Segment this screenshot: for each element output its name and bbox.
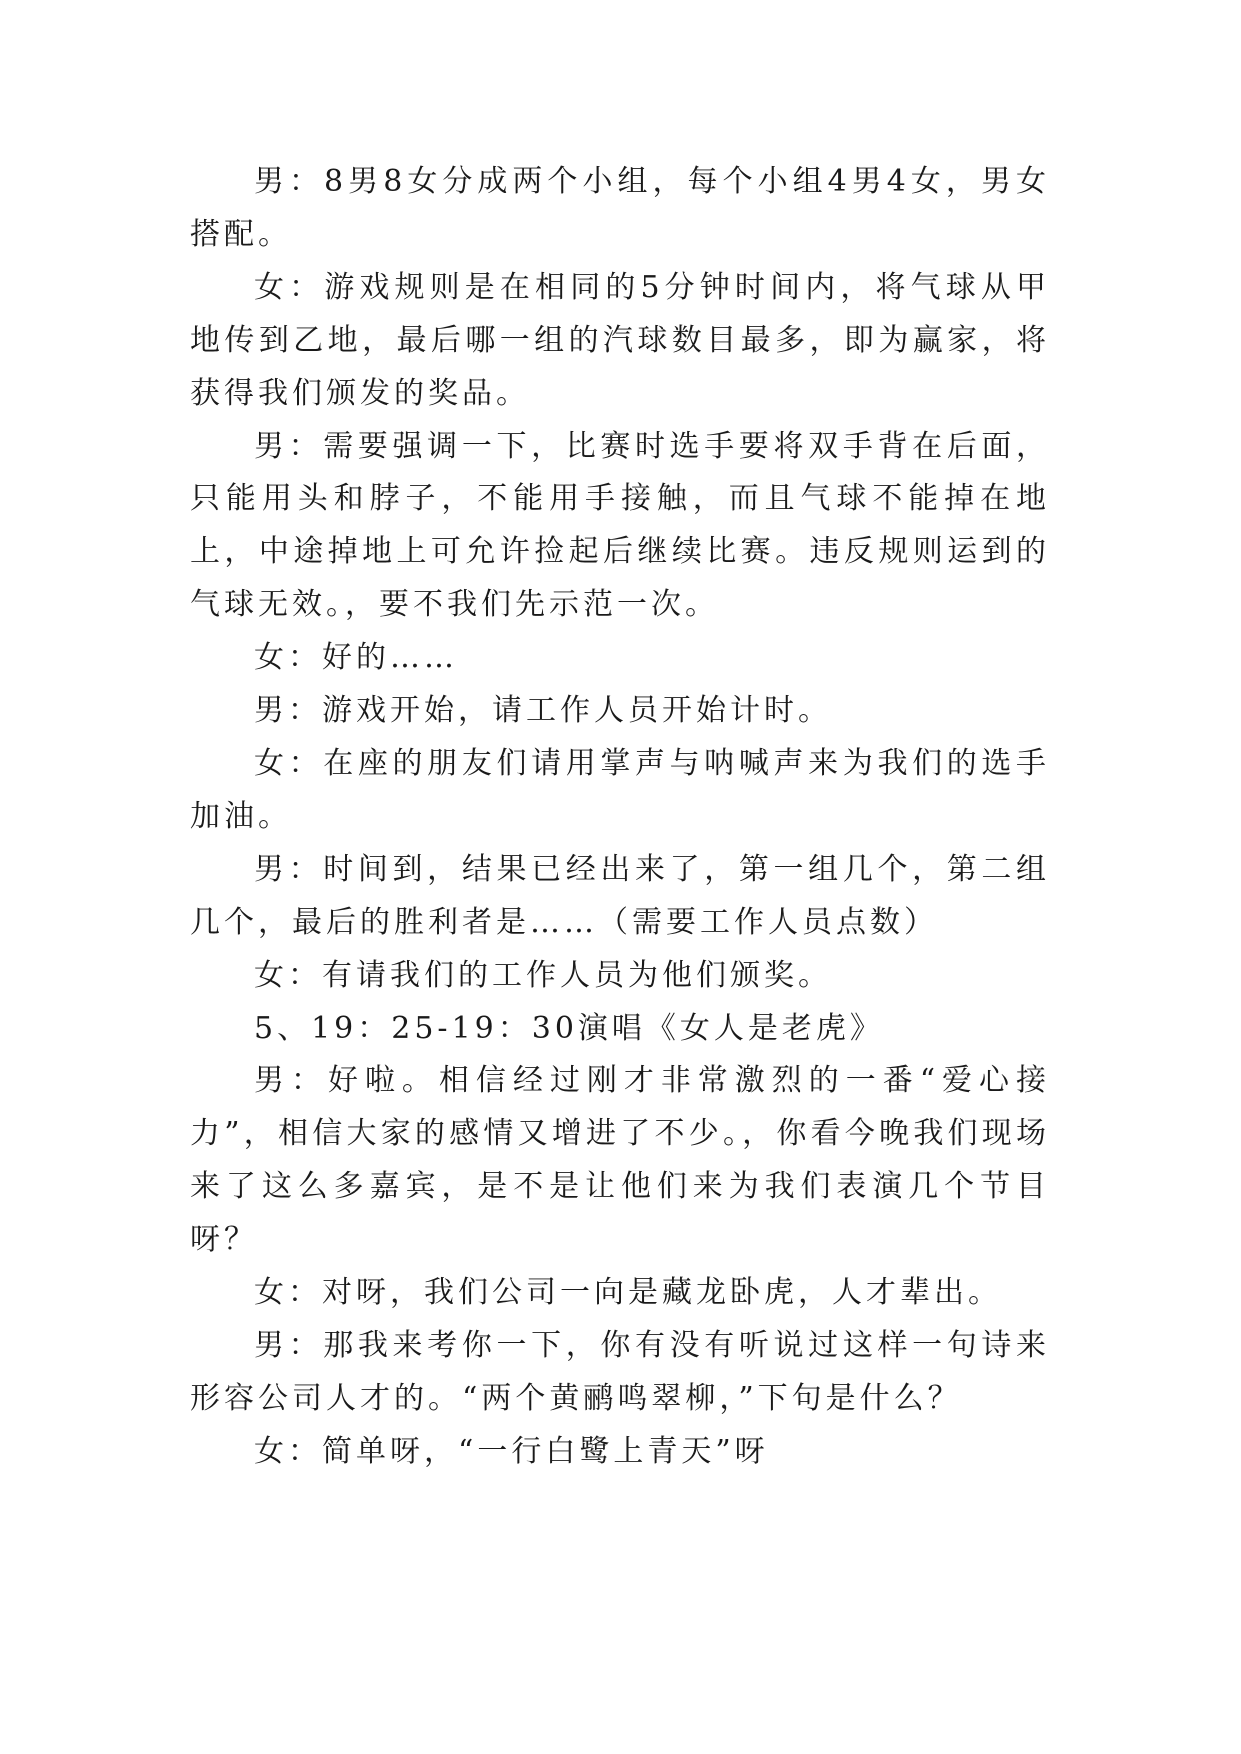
dialogue-paragraph: 女：游戏规则是在相同的5分钟时间内，将气球从甲地传到乙地，最后哪一组的汽球数目最多，即为赢家，将获得我们颁发的奖品。 — [190, 269, 1050, 411]
dialogue-paragraph: 男：8男8女分成两个小组，每个小组4男4女，男女搭配。 — [190, 164, 1050, 252]
dialogue-paragraph: 女：有请我们的工作人员为他们颁奖。 — [254, 957, 832, 993]
document-body — [190, 156, 1050, 1479]
dialogue-paragraph: 女：好的…… — [254, 640, 458, 676]
section-heading: 5、19：25-19：30演唱《女人是老虎》 — [254, 1010, 884, 1046]
dialogue-paragraph: 男：好啦。相信经过刚才非常激烈的一番“爱心接力”，相信大家的感情又增进了不少。，你看今晚我们现场来了这么多嘉宾，是不是让他们来为我们表演几个节目呀？ — [190, 1063, 1050, 1258]
dialogue-paragraph: 男：那我来考你一下，你有没有听说过这样一句诗来形容公司人才的。“两个黄鹂鸣翠柳，”下句是什么？ — [190, 1327, 1050, 1416]
dialogue-paragraph: 女：在座的朋友们请用掌声与呐喊声来为我们的选手加油。 — [190, 745, 1050, 834]
dialogue-paragraph: 男：需要强调一下，比赛时选手要将双手背在后面，只能用头和脖子，不能用手接触，而且气球不能掉在地上，中途掉地上可允许捡起后继续比赛。违反规则运到的气球无效。，要不我们先示范一次。 — [190, 428, 1050, 623]
dialogue-paragraph: 女：简单呀，“一行白鹭上青天”呀 — [254, 1433, 769, 1469]
dialogue-paragraph: 女：对呀，我们公司一向是藏龙卧虎，人才辈出。 — [254, 1275, 1002, 1311]
dialogue-paragraph: 男：游戏开始，请工作人员开始计时。 — [254, 693, 832, 729]
dialogue-paragraph: 男：时间到，结果已经出来了，第一组几个，第二组几个，最后的胜利者是……（需要工作人员点数） — [190, 851, 1050, 940]
